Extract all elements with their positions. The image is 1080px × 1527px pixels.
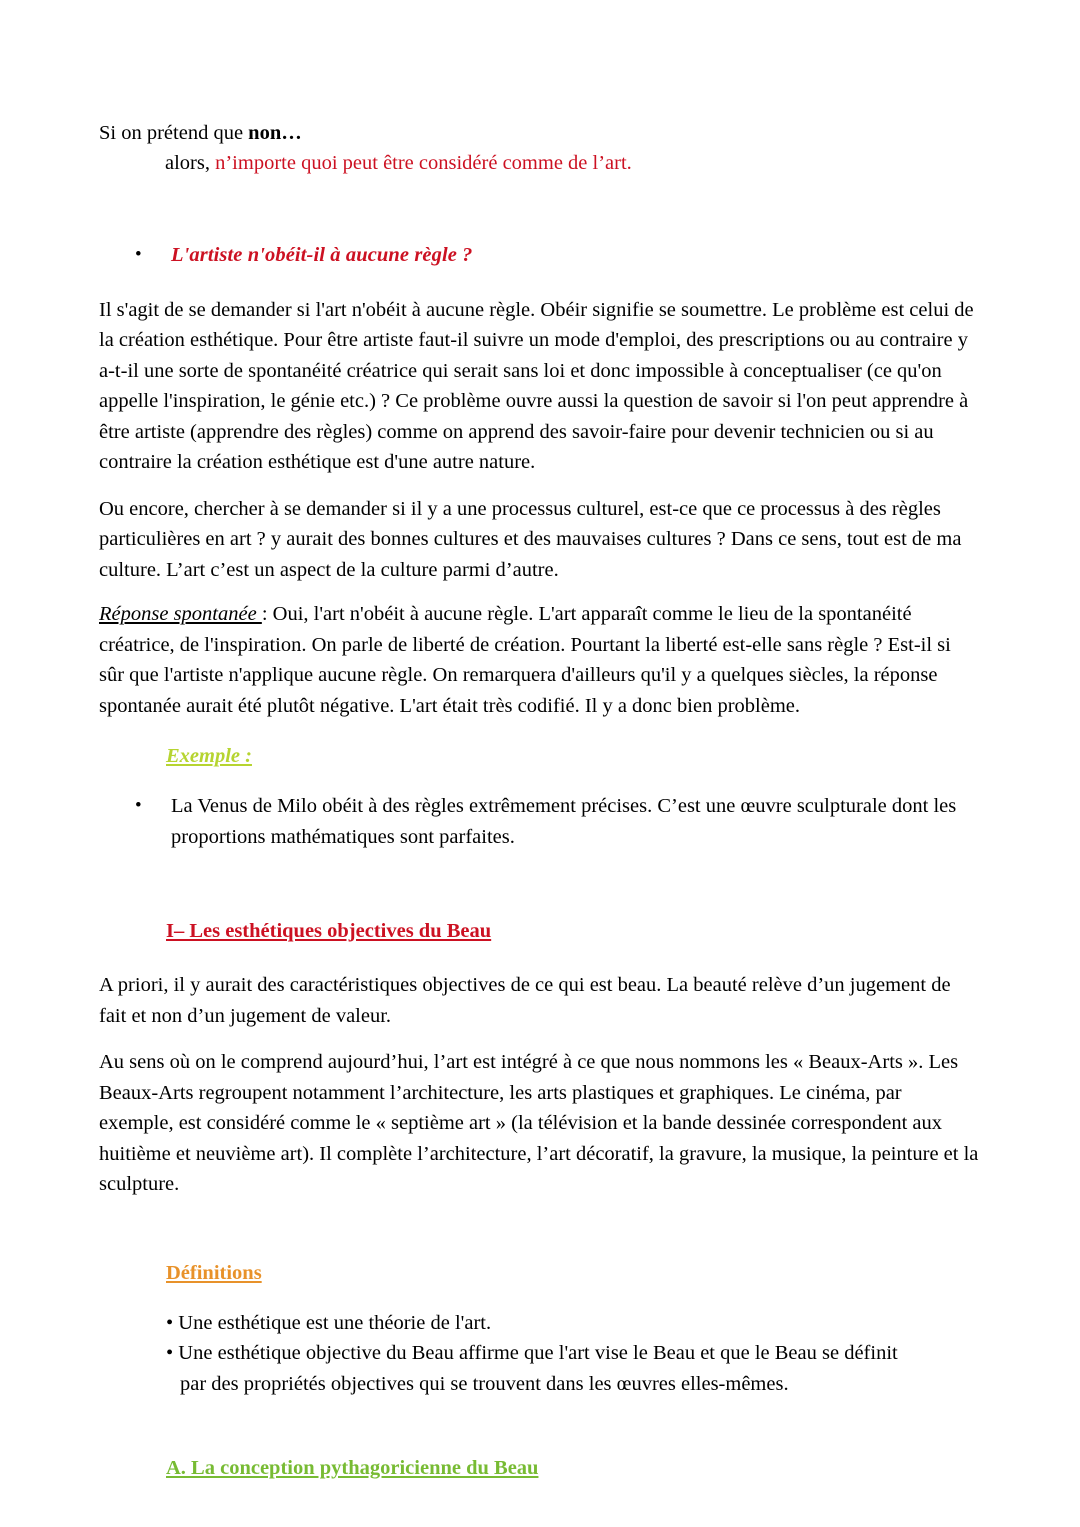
definitions-item-1: • Une esthétique est une théorie de l'art. [166, 1311, 492, 1334]
paragraph-2: Ou encore, chercher à se demander si il y a une processus culturel, est-ce que ce processus à des règles particulières en art ? y aurait des bonnes cultures et des mauvaises cultures ? Dans ce sens, tout est de ma culture. L’art c’est un aspect de la culture parmi d’autre. [99, 497, 962, 581]
intro-line-1-bold: non… [248, 122, 302, 144]
paragraph-3-body: : Oui, l'art n'obéit à aucune règle. L'art apparaît comme le lieu de la spontanéité créatrice, de l'inspiration. On parle de liberté de création. Pourtant la liberté est-elle sans règle ? Est-il si sûr que l'artiste n'applique aucune règle. On remarquera d'ailleurs qu'il y a quelques siècles, la réponse spontanée aurait été plutôt négative. L'art était très codifié. Il y a donc bien problème. [99, 603, 951, 717]
spacer [99, 721, 980, 741]
spacer [99, 178, 980, 216]
intro-line-2-red: n’importe quoi peut être considéré comme de l’art. [215, 152, 632, 174]
spacer [99, 216, 980, 240]
document-content [99, 118, 980, 1483]
spacer [99, 585, 980, 599]
section-i-heading: I– Les esthétiques objectives du Beau [166, 920, 492, 942]
section-a-heading: A. La conception pythagoricienne du Beau [166, 1457, 539, 1479]
intro-line-2-black: alors, [165, 152, 216, 174]
intro-line-1-plain: Si on prétend que [99, 122, 249, 144]
bullet-disc-icon: • [135, 244, 142, 265]
exemple-bullet-row [99, 791, 980, 852]
spacer [99, 1238, 980, 1258]
reponse-spontanee-label: Réponse spontanée [99, 603, 262, 625]
exemple-item-text: La Venus de Milo obéit à des règles extrêmement précises. C’est une œuvre sculpturale dont les proportions mathématiques sont parfaites. [171, 795, 957, 848]
spacer [99, 271, 980, 295]
spacer [99, 890, 980, 916]
definitions-item-2-continuation: par des propriétés objectives qui se trouvent dans les œuvres elles-mêmes. [180, 1372, 789, 1395]
definitions-list [99, 1308, 980, 1400]
paragraph-3 [99, 599, 980, 721]
spacer [99, 1200, 980, 1238]
question-heading: L'artiste n'obéit-il à aucune règle ? [171, 244, 473, 266]
spacer [99, 478, 980, 494]
spacer [99, 852, 980, 890]
spacer [99, 1288, 980, 1308]
spacer [99, 1437, 980, 1453]
spacer [99, 1031, 980, 1047]
exemple-heading: Exemple : [166, 745, 252, 767]
paragraph-1: Il s'agit de se demander si l'art n'obéit à aucune règle. Obéir signifie se soumettre. Le problème est celui de la création esthétique. Pour être artiste faut-il suivre un mode d'emploi, des prescriptions ou au contraire y a-t-il une sorte de spontanéité créatrice qui serait sans loi et donc impossible à conceptualiser (ce qu'on appelle l'inspiration, le génie etc.) ? Ce problème ouvre aussi la question de savoir si l'on peut apprendre à être artiste (apprendre des règles) comme on apprend des savoir-faire pour devenir technicien ou si au contraire la création esthétique est d'une autre nature. [99, 298, 974, 473]
definitions-heading: Définitions [166, 1261, 262, 1284]
spacer [99, 771, 980, 791]
intro-line-2 [99, 148, 980, 178]
question-bullet-row [99, 240, 980, 271]
paragraph-5: Au sens où on le comprend aujourd’hui, l’art est intégré à ce que nous nommons les « Beaux-Arts ». Les Beaux-Arts regroupent notamment l’architecture, les arts plastiques et graphiques. Le cinéma, par exemple, est considéré comme le « septième art » (la télévision et la bande dessinée correspondent aux huitième et neuvième art). Il complète l’architecture, l’art décoratif, la gravure, la musique, la peinture et la sculpture. [99, 1051, 979, 1195]
bullet-disc-icon: • [135, 795, 142, 816]
paragraph-4: A priori, il y aurait des caractéristiques objectives de ce qui est beau. La beauté relève d’un jugement de fait et non d’un jugement de valeur. [99, 974, 951, 1027]
spacer [99, 1399, 980, 1437]
definitions-item-2: • Une esthétique objective du Beau affirme que l'art vise le Beau et que le Beau se définit [166, 1342, 898, 1364]
spacer [99, 946, 980, 970]
intro-line-1 [99, 118, 980, 148]
